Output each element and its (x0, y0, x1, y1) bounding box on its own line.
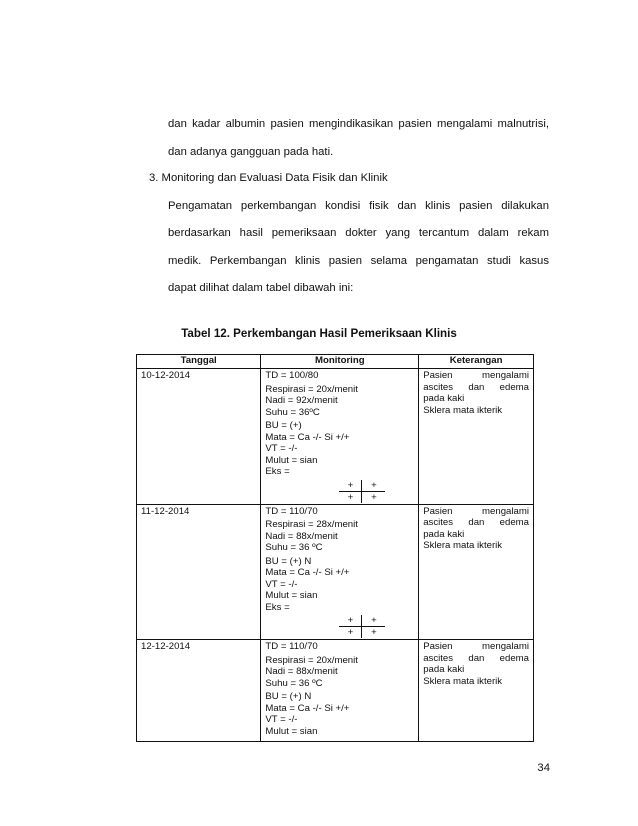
table-caption: Tabel 12. Perkembangan Hasil Pemeriksaan Klinis (181, 327, 457, 340)
monitoring-cell (261, 504, 419, 640)
paragraph-line: berdasarkan hasil pemeriksaan dokter yang tercantum dalam rekam (168, 227, 549, 239)
monitoring-line: BU = (+) N (265, 555, 312, 567)
monitoring-line: Eks = (265, 601, 290, 613)
paragraph-line: dapat dilihat dalam tabel dibawah ini: (168, 282, 354, 294)
monitoring-line: Respirasi = 20x/menit (265, 383, 358, 395)
monitoring-line: Mata = Ca -/- Si +/+ (265, 702, 350, 714)
table-row (137, 640, 534, 742)
monitoring-line: Eks = (265, 466, 290, 477)
monitoring-line: Mulut = sian (265, 454, 318, 466)
monitoring-line: Nadi = 88x/menit (265, 530, 338, 542)
date-cell: 10-12-2014 (137, 369, 261, 505)
monitoring-line: VT = -/- (265, 578, 298, 590)
monitoring-line: TD = 100/80 (265, 370, 319, 381)
monitoring-line: BU = (+) N (265, 691, 312, 702)
monitoring-line: Mulut = sian (265, 725, 318, 737)
date-cell: 11-12-2014 (137, 504, 261, 640)
keterangan-line: pada kaki (423, 528, 465, 540)
extremity-value: + (362, 615, 385, 627)
monitoring-line: Suhu = 36 ºC (265, 677, 323, 689)
keterangan-line: Sklera mata ikterik (423, 404, 503, 416)
monitoring-line: Suhu = 36 ºC (265, 542, 323, 553)
keterangan-line: pada kaki (423, 664, 465, 675)
paragraph-line: medik. Perkembangan klinis pasien selama pengamatan studi kasus (168, 255, 549, 267)
paragraph-line: Pengamatan perkembangan kondisi fisik dan klinis pasien dilakukan (168, 200, 549, 212)
clinical-table (136, 354, 534, 742)
keterangan-cell (419, 640, 534, 742)
extremity-value: + (339, 492, 362, 503)
monitoring-line: VT = -/- (265, 714, 298, 725)
header-monitoring: Monitoring (261, 355, 419, 369)
header-tanggal: Tanggal (137, 355, 261, 369)
monitoring-line: Mulut = sian (265, 590, 318, 601)
monitoring-cell (261, 369, 419, 505)
paragraph-line: dan adanya gangguan pada hati. (168, 146, 334, 158)
table-row (137, 504, 534, 640)
monitoring-line: Mata = Ca -/- Si +/+ (265, 567, 350, 578)
keterangan-line: Sklera mata ikterik (423, 675, 503, 687)
keterangan-line: ascites dan edema (423, 652, 529, 664)
extremity-value: + (371, 627, 377, 638)
header-keterangan: Keterangan (419, 355, 534, 369)
monitoring-line: Suhu = 36ºC (265, 406, 320, 418)
monitoring-line: Respirasi = 28x/menit (265, 519, 358, 530)
keterangan-cell (419, 504, 534, 640)
keterangan-line: Pasien mengalami (423, 505, 529, 517)
monitoring-line: BU = (+) (265, 420, 302, 431)
extremity-grid (339, 615, 414, 638)
table-header-row (137, 355, 534, 369)
table-row (137, 369, 534, 505)
section-heading: 3. Monitoring dan Evaluasi Data Fisik dan Klinik (149, 172, 388, 184)
keterangan-line: Pasien mengalami (423, 370, 529, 381)
keterangan-line: ascites dan edema (423, 381, 529, 393)
monitoring-cell (261, 640, 419, 742)
date-cell: 12-12-2014 (137, 640, 261, 742)
extremity-value: + (371, 491, 377, 503)
monitoring-line: Nadi = 92x/menit (265, 395, 338, 406)
monitoring-line: Respirasi = 20x/menit (265, 654, 358, 666)
extremity-value: + (362, 480, 385, 492)
keterangan-line: pada kaki (423, 393, 465, 404)
keterangan-line: ascites dan edema (423, 517, 529, 528)
monitoring-line: Mata = Ca -/- Si +/+ (265, 431, 350, 443)
paragraph-line: dan kadar albumin pasien mengindikasikan pasien mengalami malnutrisi, (168, 118, 549, 130)
page-number: 34 (537, 762, 550, 774)
extremity-value: + (339, 480, 362, 492)
keterangan-line: Sklera mata ikterik (423, 540, 503, 551)
monitoring-line: Nadi = 88x/menit (265, 666, 338, 677)
monitoring-line: VT = -/- (265, 443, 298, 454)
monitoring-line: TD = 110/70 (265, 641, 318, 652)
extremity-value: + (339, 615, 362, 627)
monitoring-line: TD = 110/70 (265, 505, 318, 517)
extremity-grid (339, 480, 414, 503)
keterangan-line: Pasien mengalami (423, 641, 529, 652)
extremity-value: + (339, 627, 362, 638)
keterangan-cell (419, 369, 534, 505)
